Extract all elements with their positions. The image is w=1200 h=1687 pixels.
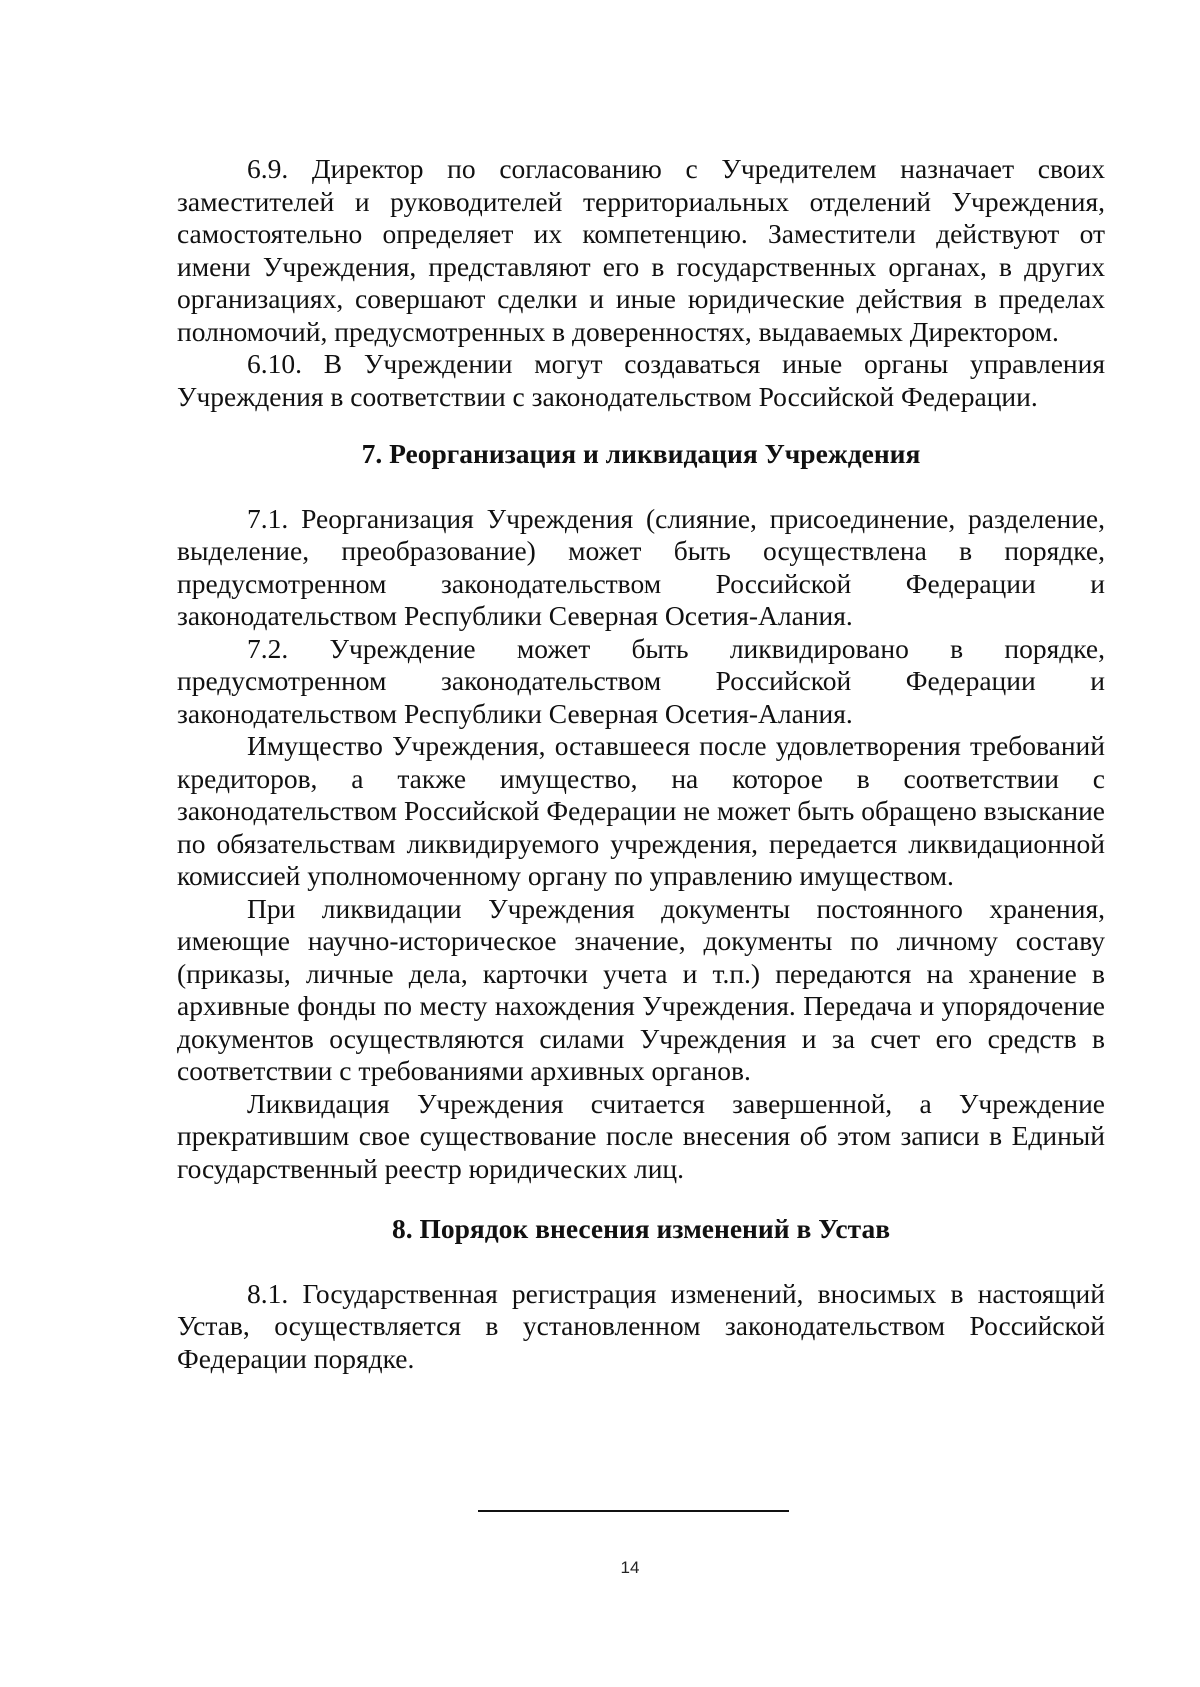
paragraph-property: Имущество Учреждения, оставшееся после удовлетворения требований кредиторов, а также имущество, на которое в соответствии с законодательством Российской Федерации не может быть обращено взыскание по обязательствам ликвидируемого учреждения, передается ликвидационной комиссией уполномоченному органу по управлению имуществом.: [177, 730, 1105, 891]
paragraph-6-9: 6.9. Директор по согласованию с Учредителем назначает своих заместителей и руководителей территориальных отделений Учреждения, самостоятельно определяет их компетенцию. Заместители действуют от имени Учреждения, представляют его в государственных органах, в других организациях, совершают сделки и иные юридические действия в пределах полномочий, предусмотренных в доверенностях, выдаваемых Директором.: [177, 153, 1105, 347]
document-body: [177, 153, 1105, 1375]
section-7-heading: 7. Реорганизация и ликвидация Учреждения: [361, 438, 921, 469]
paragraph-liquidation-complete: Ликвидация Учреждения считается завершенной, а Учреждение прекратившим свое существование после внесения об этом записи в Единый государственный реестр юридических лиц.: [177, 1087, 1105, 1184]
paragraph-6-10: 6.10. В Учреждении могут создаваться иные органы управления Учреждения в соответствии с законодательством Российской Федерации.: [177, 348, 1105, 412]
paragraph-8-1: 8.1. Государственная регистрация изменений, вносимых в настоящий Устав, осуществляется в установленном законодательством Российской Федерации порядке.: [177, 1277, 1105, 1374]
page-number: 14: [620, 1558, 640, 1577]
paragraph-documents: При ликвидации Учреждения документы постоянного хранения, имеющие научно-историческое значение, документы по личному составу (приказы, личные дела, карточки учета и т.п.) передаются на хранение в архивные фонды по месту нахождения Учреждения. Передача и упорядочение документов осуществляются силами Учреждения и за счет его средств в соответствии с требованиями архивных органов.: [177, 892, 1105, 1086]
footer-divider: [478, 1510, 789, 1512]
paragraph-7-1: 7.1. Реорганизация Учреждения (слияние, присоединение, разделение, выделение, преобразование) может быть осуществлена в порядке, предусмотренном законодательством Российской Федерации и законодательством Республики Северная Осетия-Алания.: [177, 502, 1105, 631]
paragraph-7-2: 7.2. Учреждение может быть ликвидировано в порядке, предусмотренном законодательством Российской Федерации и законодательством Республики Северная Осетия-Алания.: [177, 632, 1105, 729]
section-8-heading: 8. Порядок внесения изменений в Устав: [391, 1213, 891, 1244]
